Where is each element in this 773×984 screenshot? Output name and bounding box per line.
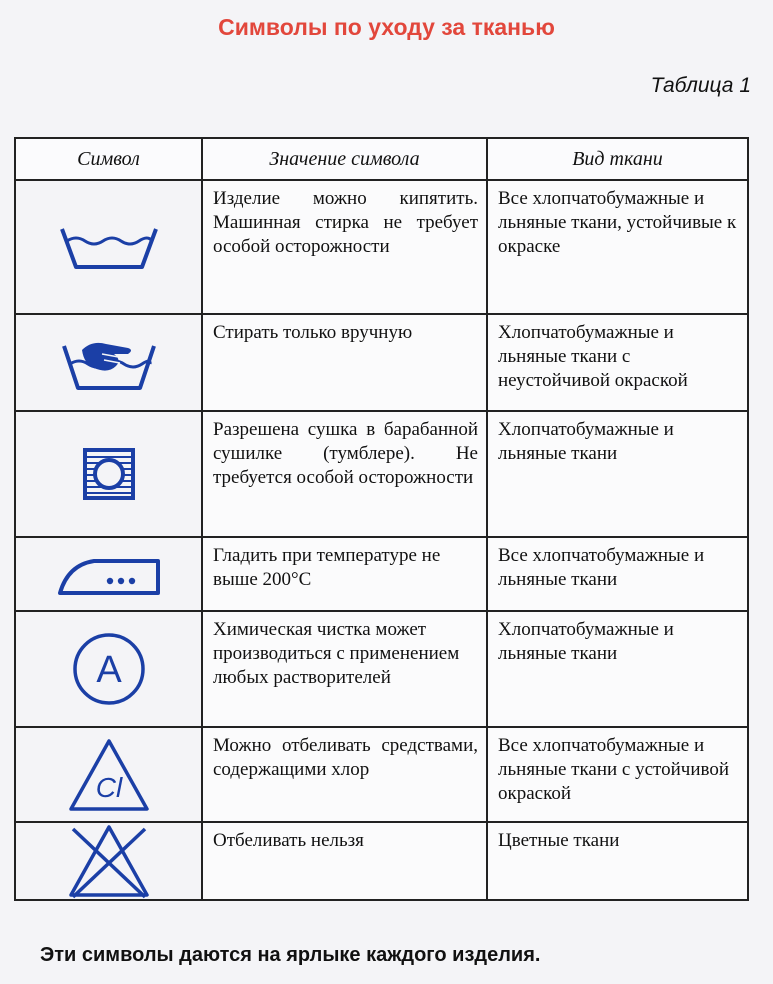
footer-note: Эти символы даются на ярлыке каждого изделия. [40, 944, 541, 966]
fabric-cell: Хлопчатобумажные и льняные ткани [487, 411, 748, 537]
fabric-cell: Все хлопчатобумажные и льняные ткани с устойчивой окраской [487, 727, 748, 822]
care-symbols-table [14, 137, 749, 901]
meaning-cell: Стирать только вручную [202, 314, 487, 411]
tumble-dry-icon [16, 447, 201, 501]
table-label: Таблица 1 [650, 74, 751, 97]
dry-clean-a-icon [16, 629, 201, 709]
table-row [15, 537, 748, 611]
symbol-cell [15, 537, 202, 611]
meaning-cell: Можно отбеливать средствами, содержащими хлор [202, 727, 487, 822]
table-header-row [15, 138, 748, 180]
table-row [15, 314, 748, 411]
symbol-cell [15, 180, 202, 314]
meaning-cell: Изделие можно кипятить. Машинная стирка не требует особой осторожности [202, 180, 487, 314]
column-header-symbol: Символ [15, 138, 202, 180]
hand-wash-icon [16, 330, 201, 396]
symbol-cell [15, 314, 202, 411]
bleach-letters: Cl [95, 771, 122, 803]
fabric-cell: Все хлопчатобумажные и льняные ткани [487, 537, 748, 611]
symbol-cell [15, 411, 202, 537]
symbol-cell [15, 822, 202, 900]
meaning-cell: Химическая чистка может производиться с применением любых растворителей [202, 611, 487, 727]
meaning-cell: Отбеливать нельзя [202, 822, 487, 900]
fabric-cell: Все хлопчатобумажные и льняные ткани, устойчивые к окраске [487, 180, 748, 314]
iron-three-dots-icon [16, 549, 201, 599]
meaning-cell: Гладить при температуре не выше 200°С [202, 537, 487, 611]
table-row [15, 180, 748, 314]
symbol-cell [15, 611, 202, 727]
symbol-cell [15, 727, 202, 822]
dry-clean-letter: A [95, 649, 122, 691]
fabric-cell: Хлопчатобумажные и льняные ткани с неустойчивой окраской [487, 314, 748, 411]
column-header-meaning: Значение символа [202, 138, 487, 180]
fabric-cell: Цветные ткани [487, 822, 748, 900]
washtub-boil-icon [16, 217, 201, 277]
meaning-cell: Разрешена сушка в барабанной сушилке (тумблере). Не требуется особой осторожности [202, 411, 487, 537]
table-row [15, 727, 748, 822]
table-row [15, 411, 748, 537]
no-bleach-icon [16, 823, 201, 899]
fabric-cell: Хлопчатобумажные и льняные ткани [487, 611, 748, 727]
table-row [15, 611, 748, 727]
column-header-fabric: Вид ткани [487, 138, 748, 180]
bleach-chlorine-icon [16, 737, 201, 813]
table-row [15, 822, 748, 900]
page-title: Символы по уходу за тканью [218, 14, 555, 40]
